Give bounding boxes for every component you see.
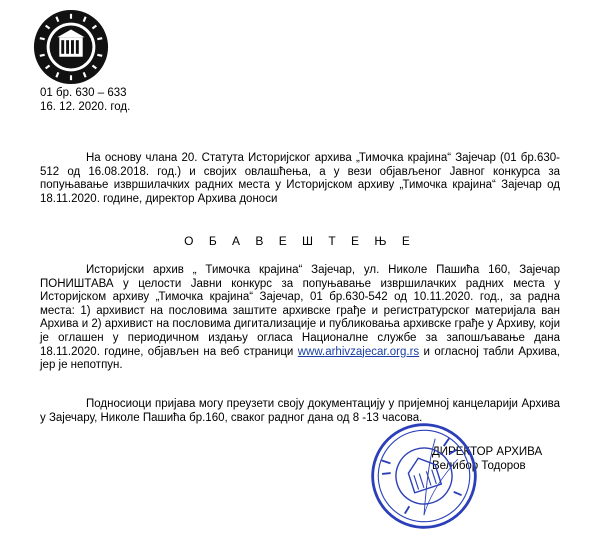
applications-paragraph: Подносиоци пријава могу преузети своју документацију у пријемној канцеларији Архива у Зајечару, Николе Пашића бр.160, сваког радног дана од 8 -13 часова. <box>40 398 560 424</box>
website-link[interactable]: www.arhivzajecar.org.rs <box>297 345 420 358</box>
signature-title: ДИРЕКТОР АРХИВА <box>432 446 543 458</box>
official-stamp-icon <box>368 420 480 532</box>
notice-body: Историјски архив „ Тимочка крајина“ Зајечар, ул. Николе Пашића 160, Зајечар ПОНИШТАВА у целости Јавни конкурс за попуњавање извршилачких радних места у Историјском архиву „Тимочка крајина“ Зајечар, 01 бр.630-542 од 10.11.2020. год., за радна места: 1) архивист на пословима заштите архивске грађе и регистратурског материјала ван Архива и 2) архивист на пословима дигитализације и публиковања архивске грађе у Архиву, који је оглашен у периодичном издању огласа Националне службе за запошљавање дана 18.11.2020. године, објављен на веб страници <box>40 264 560 358</box>
notice-heading: О Б А В Е Ш Т Е Њ Е <box>184 234 416 248</box>
intro-paragraph: На основу члана 20. Статута Историјског архива „Тимочка крајина“ Зајечар (01 бр.630-512 од 16.08.2018. год.) и својих овлашћења, а у вези објављеног Јавног конкурса за попуњавање извршилачких радних места у Историјском архиву „Тимочка крајина“ Зајечар од 18.11.2020. године, директор Архива доноси <box>40 152 560 205</box>
notice-body-end: и огласној табли Архива, јер је непотпун. <box>40 345 561 372</box>
notice-paragraph <box>40 264 560 373</box>
archive-seal-logo-icon <box>32 8 110 86</box>
document-date: 16. 12. 2020. год. <box>40 101 131 113</box>
reference-number: 01 бр. 630 – 633 <box>40 87 127 99</box>
signature-name: Велибор Тодоров <box>432 460 526 472</box>
